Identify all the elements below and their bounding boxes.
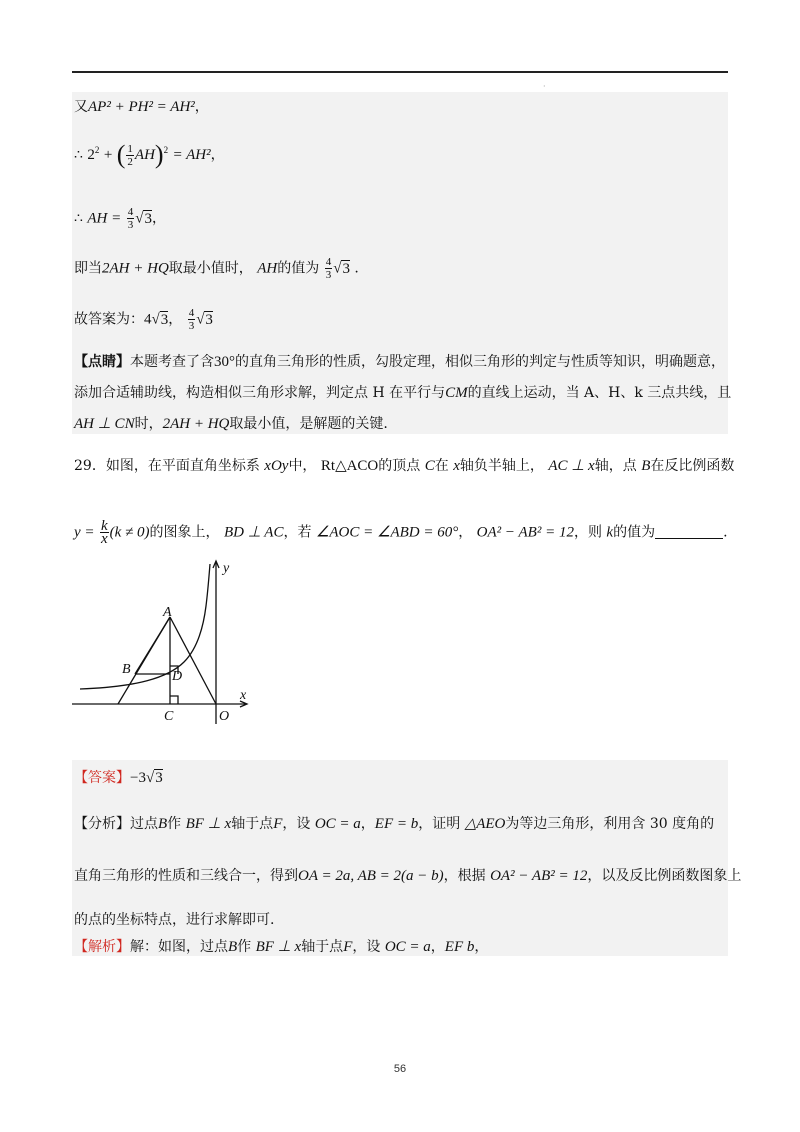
answer-line: 【答案】−3√3	[74, 770, 163, 786]
page-number: 56	[393, 1063, 407, 1075]
analysis-line-3: 的点的坐标特点，进行求解即可.	[74, 912, 275, 928]
label-A: A	[163, 605, 172, 620]
segment-AO	[170, 617, 216, 704]
problem-line-2: y = $\frac{k}{x}$ (k ≠ 0)的图象上， BD ⊥ AC，若 ∠AOC = ∠ABD = 60°， OA² − AB² = 12，则 k的值为 .	[74, 518, 728, 547]
answer-blank	[655, 524, 723, 539]
label-x: x	[240, 688, 247, 703]
segment-A-to-x	[118, 617, 170, 704]
solution-line-1: 又AP² + PH² = AH²，	[74, 99, 209, 115]
hyperbola-curve	[80, 564, 210, 689]
header-mark: ·	[543, 82, 546, 91]
comment-line-1: 【点睛】本题考查了含30°的直角三角形的性质，勾股定理，相似三角形的判定与性质等知识，明确题意，	[74, 354, 725, 370]
analysis-line-1: 【分析】过点B作 BF ⊥ x轴于点F，设 OC = a，EF = b，证明 △AEO为等边三角形，利用含 30 度角的	[74, 816, 715, 832]
header-rule	[72, 71, 728, 73]
fraction: $\frac{1}{2}$	[127, 142, 133, 168]
solution-line-3: ∴ AH = $\frac{4}{3}$ √3，	[74, 206, 166, 231]
solution-line: 【解析】解：如图，过点B作 BF ⊥ x轴于点F，设 OC = a，EF b，	[74, 939, 489, 955]
solution-line-2: ∴ $2^2$ + ( $\frac{1}{2}$ AH)$^2$ = AH²，	[74, 140, 225, 169]
geometry-figure	[66, 556, 266, 726]
comment-line-2: 添加合适辅助线，构造相似三角形求解，判定点 H 在平行与CM的直线上运动，当 A、H、k 三点共线，且	[74, 385, 732, 401]
label-D: D	[172, 669, 183, 684]
solution-line-4: 即当2AH + HQ取最小值时， AH的值为 $\frac{4}{3}$ √3 .	[74, 256, 359, 281]
problem-line-1: 29．如图，在平面直角坐标系 xOy中， Rt△ACO的顶点 C在 x轴负半轴上， AC ⊥ x轴，点 B在反比例函数	[74, 458, 735, 474]
label-O: O	[219, 709, 230, 724]
solution-line-5: 故答案为：4√3， $\frac{4}{3}$ √3	[74, 307, 213, 332]
label-y: y	[223, 561, 230, 576]
analysis-line-2: 直角三角形的性质和三线合一，得到OA = 2a, AB = 2(a − b)，根据 OA² − AB² = 12，以及反比例函数图象上	[74, 868, 742, 884]
label-B: B	[122, 662, 131, 677]
label-C: C	[164, 709, 174, 724]
right-angle-C	[170, 696, 178, 704]
comment-line-3: AH ⊥ CN时，2AH + HQ取最小值，是解题的关键.	[74, 416, 388, 432]
